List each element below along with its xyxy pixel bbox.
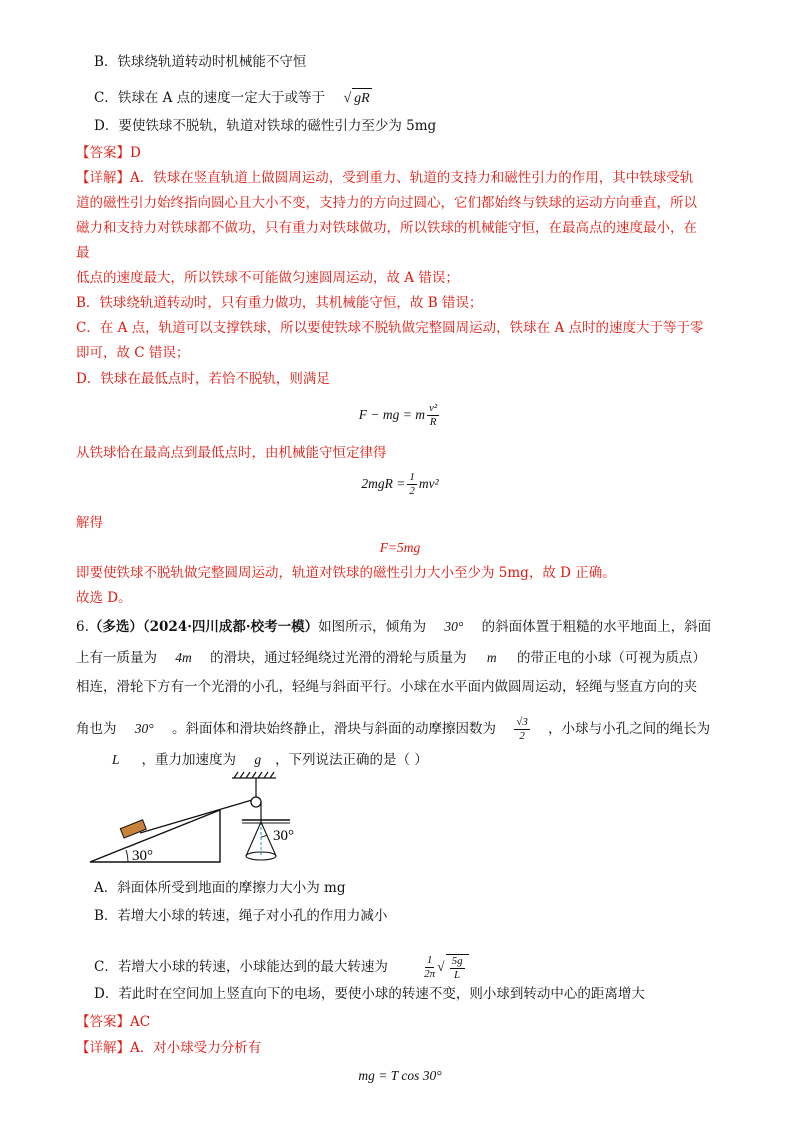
q6-option-c: C．若增大小球的转速，小球能达到的最大转速为 $\frac{1}{2\pi}$ √ $\frac{5g}{L}$ — [94, 951, 469, 983]
q5-explanation-line-3: 磁力和支持力对铁球都不做功，只有重力对铁球做功，所以铁球的机械能守恒，在最高点的速度最小，在 — [76, 220, 697, 236]
q5-explanation-line-4: 最 — [76, 245, 90, 261]
equation-last: mg = T cos 30° — [358, 1068, 442, 1083]
ceiling-mount — [232, 772, 276, 798]
q5-explanation-d-2: 从铁球恰在最高点到最低点时，由机械能守恒定律得 — [76, 445, 387, 461]
q5-explanation-line-1: 【详解】A．铁球在竖直轨道上做圆周运动，受到重力、轨道的支持力和磁性引力的作用，其中铁球受轨 — [76, 170, 694, 186]
q6-stem-line-4: 角也为 30° 。斜面体和滑块始终静止，滑块与斜面的动摩擦因数为 $\frac{√3}{2}$ ，小球与小孔之间的绳长为 — [76, 716, 711, 742]
q5-solve-label: 解得 — [76, 515, 103, 531]
q6-answer: 【答案】AC — [76, 1014, 151, 1030]
incline-angle-label: 30° — [132, 848, 153, 864]
q5-conclusion: 即要使铁球不脱轨做完整圆周运动，轨道对铁球的磁性引力大小至少为 5mg，故 D 正确。 — [76, 565, 616, 581]
mu-fraction: $\frac{√3}{2}$ — [516, 716, 528, 742]
q6-option-b: B．若增大小球的转速，绳子对小孔的作用力减小 — [94, 908, 388, 924]
cone-angle-label: 30° — [273, 828, 294, 844]
equation-1: F − mg = m $\frac{\text{v²}}{R}$ — [358, 402, 438, 429]
q5-option-d: D．要使铁球不脱轨，轨道对铁球的磁性引力至少为 5mg — [94, 118, 437, 134]
q5-choose: 故选 D。 — [76, 590, 132, 606]
q6-option-d: D．若此时在空间加上竖直向下的电场，要使小球的转速不变，则小球到转动中心的距离增大 — [94, 986, 645, 1002]
q5-explanation-line-5: 低点的速度最大，所以铁球不可能做匀速圆周运动，故 A 错误； — [76, 270, 459, 286]
q6-stem-line-2: 上有一质量为 4m 的滑块，通过轻绳绕过光滑的滑轮与质量为 m 的带正电的小球（可视为质点） — [76, 650, 706, 666]
q6-stem-line-1: 6.（多选）（2024·四川成都·校考一模）如图所示，倾角为 30° 的斜面体置于粗糙的水平地面上，斜面 — [76, 619, 712, 635]
pulley-wheel — [251, 797, 261, 807]
equation-3: F=5mg — [379, 540, 421, 555]
q5-answer: 【答案】D — [76, 145, 141, 161]
equation-2: 2mgR = $\frac{1}{2}$ mv² — [361, 471, 439, 498]
sqrt-gR: √ gR — [343, 91, 371, 106]
q5-explanation-c-2: 即可，故 C 错误； — [76, 345, 190, 361]
q5-explanation-d-1: D．铁球在最低点时，若恰不脱轨，则满足 — [76, 371, 330, 387]
q5-explanation-c-1: C．在 A 点，轨道可以支撑铁球，所以要使铁球不脱轨做完整圆周运动，铁球在 A 点时的速度大于等于零 — [76, 320, 704, 336]
q5-option-c: C．铁球在 A 点的速度一定大于或等于 √ gR — [94, 88, 372, 109]
slider-block — [120, 820, 146, 838]
q5-explanation-b: B．铁球绕轨道转动时，只有重力做功，其机械能守恒，故 B 错误； — [76, 295, 483, 311]
incline-pulley-figure — [80, 770, 310, 870]
max-speed-expression: $\frac{1}{2\pi}$ √ $\frac{5g}{L}$ — [422, 959, 468, 974]
q6-stem-line-5: L ，重力加速度为 g ，下列说法正确的是（ ） — [112, 752, 428, 768]
incline-block — [90, 810, 220, 862]
q6-option-a: A．斜面体所受到地面的摩擦力大小为 mg — [94, 880, 346, 896]
q6-stem-line-3: 相连，滑轮下方有一个光滑的小孔，轻绳与斜面平行。小球在水平面内做圆周运动，轻绳与竖直方向的夹 — [76, 679, 697, 695]
q5-explanation-line-2: 道的磁性引力始终指向圆心且大小不变，支持力的方向过圆心，它们都始终与铁球的运动方向垂直，所以 — [76, 195, 697, 211]
q6-explanation-line-1: 【详解】A．对小球受力分析有 — [76, 1040, 262, 1056]
q5-option-b: B．铁球绕轨道转动时机械能不守恒 — [94, 54, 307, 70]
